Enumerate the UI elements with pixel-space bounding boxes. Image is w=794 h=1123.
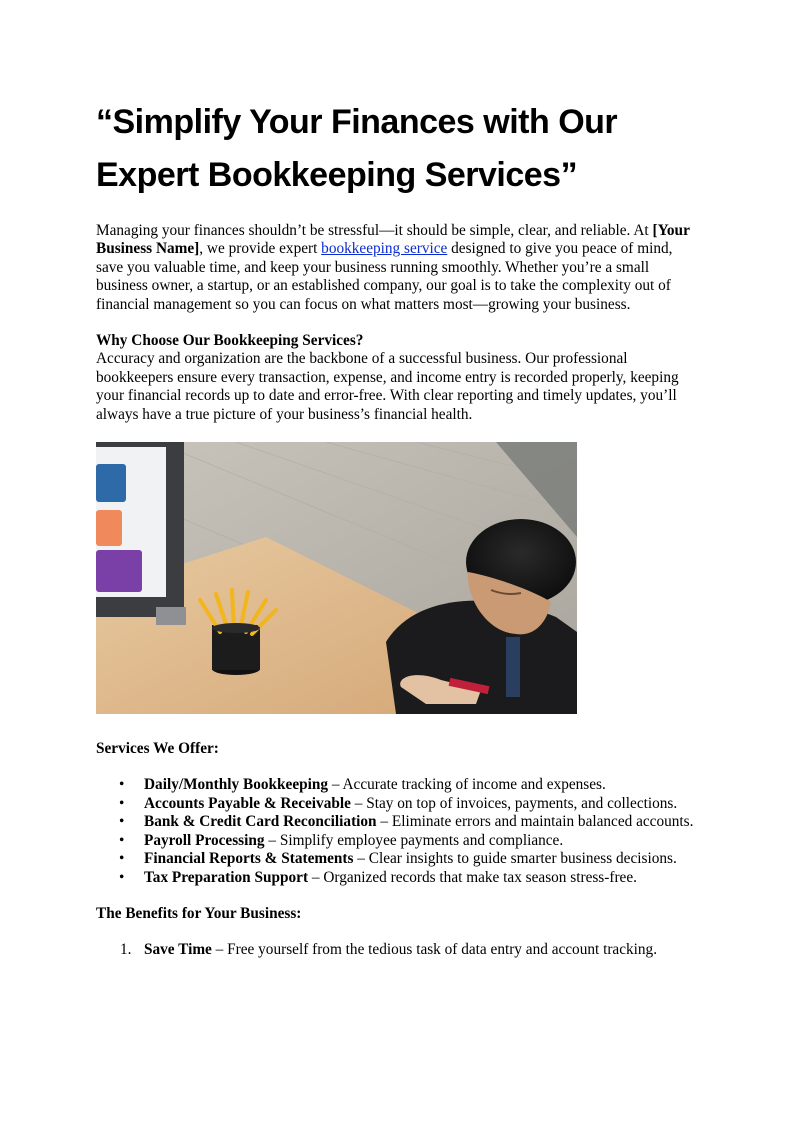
list-item bbox=[96, 813, 700, 831]
benefits-heading: The Benefits for Your Business: bbox=[96, 904, 302, 922]
intro-text-2: , we provide expert bbox=[199, 240, 322, 258]
office-photo bbox=[96, 442, 577, 714]
business-name: [Your Business Name] bbox=[96, 222, 690, 258]
document-content bbox=[96, 96, 700, 960]
why-choose-heading: Why Choose Our Bookkeeping Services? bbox=[96, 332, 364, 350]
services-heading: Services We Offer: bbox=[96, 740, 219, 758]
list-number: 1. bbox=[120, 941, 132, 959]
why-choose-body: Accuracy and organization are the backbone of a successful business. Our professional bookkeepers ensure every transaction, expense, and income entry is recorded properly, keeping your financial records up to date and error-free. With clear reporting and timely updates, you’ll always have a true picture of your business’s financial health. bbox=[96, 350, 679, 423]
service-description: – Stay on top of invoices, payments, and collections. bbox=[350, 794, 678, 812]
list-item bbox=[96, 832, 700, 850]
service-name: Daily/Monthly Bookkeeping bbox=[144, 776, 329, 794]
page-title bbox=[96, 96, 700, 202]
title-line-2: Expert Bookkeeping Services” bbox=[96, 156, 578, 194]
service-name: Tax Preparation Support bbox=[144, 868, 309, 886]
intro-text-3: designed to give you peace of mind, save you valuable time, and keep your business running smoothly. Whether you’re a small business owner, a startup, or an established company, our goal is to take the complexity out of financial management so you can focus on what matters most—growing your business. bbox=[96, 240, 673, 313]
list-item bbox=[96, 869, 700, 887]
benefits-list bbox=[96, 941, 700, 959]
benefit-name: Save Time bbox=[144, 941, 212, 959]
service-name: Bank & Credit Card Reconciliation bbox=[144, 813, 377, 831]
list-item bbox=[96, 941, 700, 959]
list-item bbox=[96, 795, 700, 813]
bookkeeping-service-link[interactable]: bookkeeping service bbox=[321, 240, 448, 258]
list-item bbox=[96, 850, 700, 868]
service-description: – Organized records that make tax season stress-free. bbox=[308, 868, 637, 886]
bullet-icon: • bbox=[119, 794, 125, 812]
bullet-icon: • bbox=[119, 850, 125, 868]
service-description: – Simplify employee payments and compliance. bbox=[264, 831, 564, 849]
bullet-icon: • bbox=[119, 776, 125, 794]
service-description: – Clear insights to guide smarter business decisions. bbox=[353, 850, 677, 868]
bullet-icon: • bbox=[119, 813, 125, 831]
service-name: Payroll Processing bbox=[144, 831, 265, 849]
intro-text-1: Managing your finances shouldn’t be stressful—it should be simple, clear, and reliable. At bbox=[96, 222, 653, 239]
intro-paragraph bbox=[96, 222, 700, 314]
benefit-description: – Free yourself from the tedious task of data entry and account tracking. bbox=[211, 941, 658, 959]
title-line-1: “Simplify Your Finances with Our bbox=[96, 103, 618, 141]
services-list bbox=[96, 776, 700, 886]
service-name: Accounts Payable & Receivable bbox=[144, 794, 351, 812]
service-description: – Accurate tracking of income and expenses. bbox=[328, 776, 606, 794]
service-name: Financial Reports & Statements bbox=[144, 850, 354, 868]
service-description: – Eliminate errors and maintain balanced accounts. bbox=[376, 813, 694, 831]
list-item bbox=[96, 776, 700, 794]
bullet-icon: • bbox=[119, 868, 125, 886]
bullet-icon: • bbox=[119, 831, 125, 849]
